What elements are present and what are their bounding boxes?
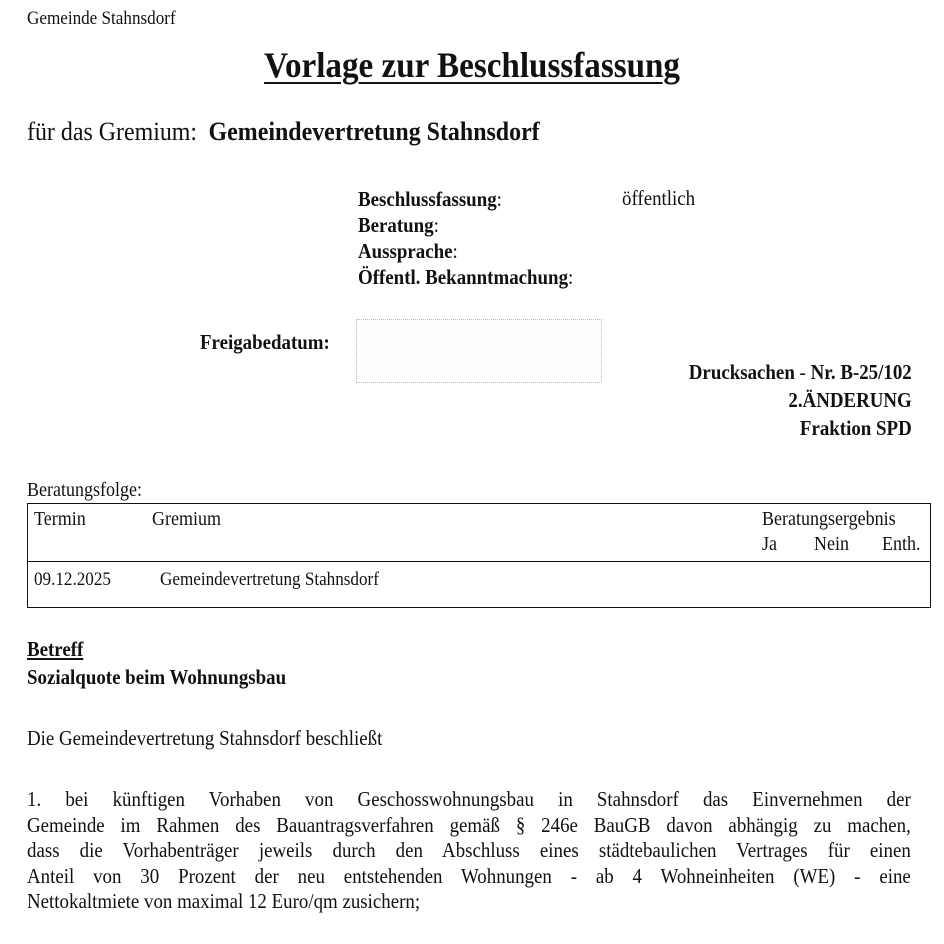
colon: : <box>496 187 502 211</box>
committee-name: Gemeindevertretung Stahnsdorf <box>208 117 540 146</box>
separator: - <box>795 360 811 384</box>
colon: : <box>433 213 439 237</box>
consultation-table <box>27 503 931 608</box>
beratung-label: Beratung <box>358 213 434 237</box>
header-termin: Termin <box>34 508 86 530</box>
header-abstain: Enth. <box>882 533 921 555</box>
row-date: 09.12.2025 <box>34 569 111 590</box>
meta-labels <box>358 186 573 290</box>
resolution-paragraph-1 <box>27 787 911 915</box>
paragraph-line: Gemeinde im Rahmen des Bauantragsverfahren gemäß § 246e BauGB davon abhängig zu machen, <box>27 812 911 837</box>
colon: : <box>568 265 574 289</box>
meta-row-beschluss <box>358 186 573 212</box>
subject-label: Betreff <box>27 637 84 661</box>
paragraph-line: 1. bei künftigen Vorhaben von Geschosswohnungsbau in Stahnsdorf das Einvernehmen der <box>27 787 911 811</box>
document-title <box>0 44 944 86</box>
paragraph-line: Nettokaltmiete von maximal 12 Euro/qm zusichern; <box>27 889 421 914</box>
faction-label: Fraktion SPD <box>800 416 912 440</box>
subject-title: Sozialquote beim Wohnungsbau <box>27 665 287 689</box>
drucksachen-label: Drucksachen <box>689 360 796 384</box>
release-date-field[interactable] <box>356 319 602 383</box>
document-title-text: Vorlage zur Beschlussfassung <box>264 45 680 85</box>
header-no: Nein <box>814 533 850 555</box>
print-number: Nr. B-25/102 <box>810 360 912 384</box>
print-info <box>689 358 912 442</box>
colon: : <box>452 239 458 263</box>
meta-row-beratung <box>358 212 573 238</box>
municipality-name: Gemeinde Stahnsdorf <box>27 8 176 29</box>
print-number-line <box>689 358 912 386</box>
header-gremium: Gremium <box>152 508 221 530</box>
header-result: Beratungsergebnis <box>762 508 896 530</box>
table-divider <box>28 561 930 562</box>
beschluss-label: Beschlussfassung <box>358 187 497 211</box>
meta-row-bekanntmachung <box>358 264 573 290</box>
release-date-label: Freigabedatum: <box>200 330 330 354</box>
row-committee: Gemeindevertretung Stahnsdorf <box>160 569 379 590</box>
beschluss-value: öffentlich <box>622 186 696 210</box>
bekanntmachung-label: Öffentl. Bekanntmachung <box>358 265 569 289</box>
meta-row-aussprache <box>358 238 573 264</box>
amendment-label: 2.ÄNDERUNG <box>788 388 912 412</box>
consultation-label: Beratungsfolge: <box>27 479 142 501</box>
committee-line <box>27 117 540 147</box>
resolution-intro: Die Gemeindevertretung Stahnsdorf beschließt <box>27 726 383 750</box>
header-yes: Ja <box>762 533 778 555</box>
paragraph-line: Anteil von 30 Prozent der neu entstehenden Wohnungen - ab 4 Wohneinheiten (WE) - eine <box>27 863 911 888</box>
paragraph-line: dass die Vorhabenträger jeweils durch den Abschluss eines städtebaulichen Vertrages für einen <box>27 838 911 863</box>
committee-prefix: für das Gremium: <box>27 117 198 146</box>
aussprache-label: Aussprache <box>358 239 453 263</box>
